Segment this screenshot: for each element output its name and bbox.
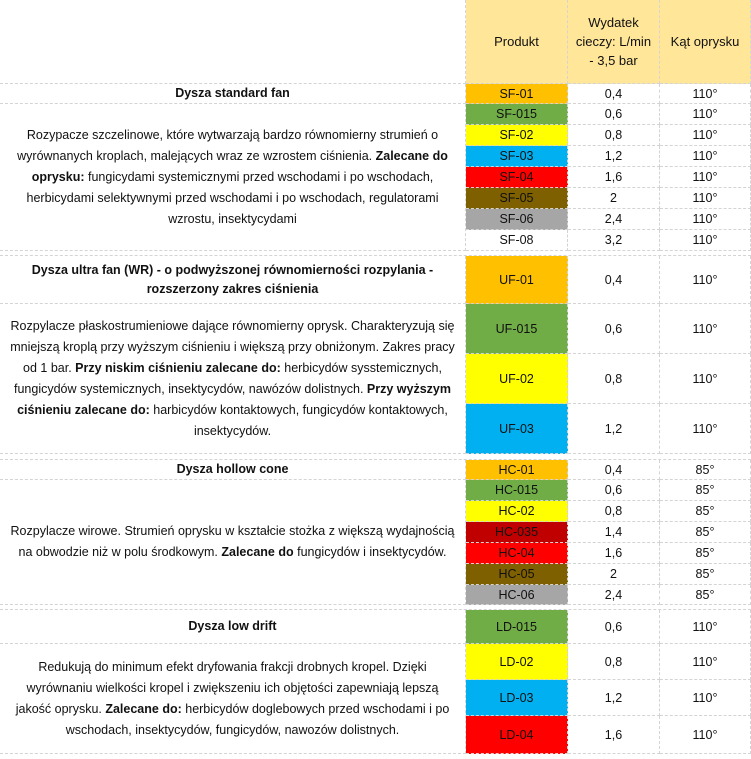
description-segment: Rozpylacze wirowe. Strumień oprysku w kształcie stożka z większą wydajnością na obwodzie niż w polu środkowym. [10, 524, 455, 559]
spray-angle-cell: 85° [660, 460, 751, 480]
spray-angle-cell: 85° [660, 564, 751, 585]
spray-angle-cell: 110° [660, 680, 751, 716]
flow-rate-cell: 0,8 [568, 125, 660, 146]
section-title: Dysza hollow cone [0, 460, 466, 480]
spray-angle-cell: 110° [660, 104, 751, 125]
description-segment: herbicydów doglebowych przed wschodami i po wschodach, insektycydów, fungicydów, nawozów dolistnych. [65, 701, 450, 737]
product-code-cell: SF-04 [466, 167, 568, 188]
header-empty-cell [0, 0, 466, 84]
product-code-cell: LD-04 [466, 716, 568, 754]
flow-rate-cell: 0,6 [568, 480, 660, 501]
product-code-cell: HC-01 [466, 460, 568, 480]
flow-rate-cell: 1,6 [568, 543, 660, 564]
description-segment: fungicydów i insektycydów. [293, 545, 447, 559]
spray-angle-cell: 110° [660, 716, 751, 754]
flow-rate-cell: 2 [568, 564, 660, 585]
product-code-cell: HC-06 [466, 585, 568, 605]
description-text [10, 521, 455, 563]
spray-angle-cell: 110° [660, 230, 751, 251]
flow-rate-cell: 1,2 [568, 404, 660, 454]
product-code-cell: LD-015 [466, 610, 568, 644]
flow-rate-cell: 1,6 [568, 167, 660, 188]
product-code-cell: HC-02 [466, 501, 568, 522]
header-flow: Wydatek cieczy: L/min - 3,5 bar [568, 0, 660, 84]
product-code-cell: HC-05 [466, 564, 568, 585]
section-title: Dysza standard fan [0, 84, 466, 104]
spray-angle-cell: 85° [660, 543, 751, 564]
description-segment: Redukują do minimum efekt dryfowania frakcji drobnych kropel. Dzięki wyrównaniu wielkości kropel i zwiększeniu ich objętości zapewniają lepszą jakość oprysku. [15, 659, 439, 716]
product-code-cell: SF-05 [466, 188, 568, 209]
description-text [10, 125, 455, 230]
description-segment: Rozypacze szczelinowe, które wytwarzają bardzo równomierny strumień o wyrównanych kroplach, malejących wraz ze wzrostem ciśnienia. [17, 127, 439, 163]
flow-rate-cell: 0,8 [568, 644, 660, 680]
spray-angle-cell: 110° [660, 84, 751, 104]
product-code-cell: SF-015 [466, 104, 568, 125]
flow-rate-cell: 0,4 [568, 84, 660, 104]
spray-angle-cell: 110° [660, 188, 751, 209]
flow-rate-cell: 1,2 [568, 146, 660, 167]
section-description [0, 644, 466, 754]
flow-rate-cell: 0,8 [568, 354, 660, 404]
flow-rate-cell: 0,4 [568, 256, 660, 304]
section-description [0, 480, 466, 605]
product-code-cell: UF-01 [466, 256, 568, 304]
spray-angle-cell: 110° [660, 209, 751, 230]
spray-angle-cell: 110° [660, 644, 751, 680]
section-title: Dysza low drift [0, 610, 466, 644]
product-code-cell: SF-02 [466, 125, 568, 146]
flow-rate-cell: 0,8 [568, 501, 660, 522]
flow-rate-cell: 0,4 [568, 460, 660, 480]
description-bold-segment: Przy niskim ciśnieniu zalecane do: [75, 360, 281, 375]
product-code-cell: SF-03 [466, 146, 568, 167]
product-code-cell: SF-08 [466, 230, 568, 251]
product-code-cell: HC-035 [466, 522, 568, 543]
flow-rate-cell: 2 [568, 188, 660, 209]
description-segment: fungicydami systemicznymi przed wschodami i po wschodach, herbicydami selektywnymi przed wschodami i po wschodach, regulatorami wzrostu, insektycydami [26, 169, 439, 226]
flow-rate-cell: 0,6 [568, 304, 660, 354]
description-text [10, 657, 455, 741]
spray-angle-cell: 110° [660, 256, 751, 304]
spray-angle-cell: 85° [660, 522, 751, 543]
flow-rate-cell: 1,2 [568, 680, 660, 716]
flow-rate-cell: 3,2 [568, 230, 660, 251]
header-angle: Kąt oprysku [660, 0, 751, 84]
product-code-cell: LD-02 [466, 644, 568, 680]
spray-angle-cell: 110° [660, 354, 751, 404]
spray-angle-cell: 85° [660, 501, 751, 522]
description-bold-segment: Zalecane do oprysku: [31, 148, 448, 184]
description-bold-segment: Zalecane do: [105, 701, 182, 716]
header-product: Produkt [466, 0, 568, 84]
spray-angle-cell: 110° [660, 146, 751, 167]
flow-rate-cell: 0,6 [568, 104, 660, 125]
product-code-cell: UF-015 [466, 304, 568, 354]
flow-rate-cell: 0,6 [568, 610, 660, 644]
spray-angle-cell: 85° [660, 480, 751, 501]
product-code-cell: SF-06 [466, 209, 568, 230]
spray-angle-cell: 110° [660, 125, 751, 146]
spray-angle-cell: 110° [660, 167, 751, 188]
spray-angle-cell: 85° [660, 585, 751, 605]
section-description [0, 304, 466, 454]
description-segment: herbicydów sysstemicznych, fungicydów systemicznych, insektycydów, nawózów dolistnych. [13, 360, 442, 396]
product-code-cell: UF-02 [466, 354, 568, 404]
product-code-cell: SF-01 [466, 84, 568, 104]
flow-rate-cell: 1,6 [568, 716, 660, 754]
description-text [10, 316, 455, 442]
product-code-cell: HC-015 [466, 480, 568, 501]
section-title: Dysza ultra fan (WR) - o podwyższonej równomierności rozpylania - rozszerzony zakres ciśnienia [0, 256, 466, 304]
flow-rate-cell: 1,4 [568, 522, 660, 543]
product-code-cell: LD-03 [466, 680, 568, 716]
section-description [0, 104, 466, 251]
description-bold-segment: Przy wyższym ciśnieniu zalecane do: [17, 381, 451, 417]
spray-angle-cell: 110° [660, 304, 751, 354]
flow-rate-cell: 2,4 [568, 585, 660, 605]
spray-angle-cell: 110° [660, 610, 751, 644]
product-code-cell: UF-03 [466, 404, 568, 454]
description-segment: Rozpylacze płaskostrumieniowe dające równomierny oprysk. Charakteryzują się mniejszą kroplą przy wyższym ciśnieniu i większą przy obniżonym. Zakres pracy od 1 bar. [10, 318, 455, 375]
description-segment: harbicydów kontaktowych, fungicydów kontaktowych, insektycydów. [149, 402, 448, 438]
product-code-cell: HC-04 [466, 543, 568, 564]
spray-angle-cell: 110° [660, 404, 751, 454]
description-bold-segment: Zalecane do [221, 545, 294, 559]
flow-rate-cell: 2,4 [568, 209, 660, 230]
